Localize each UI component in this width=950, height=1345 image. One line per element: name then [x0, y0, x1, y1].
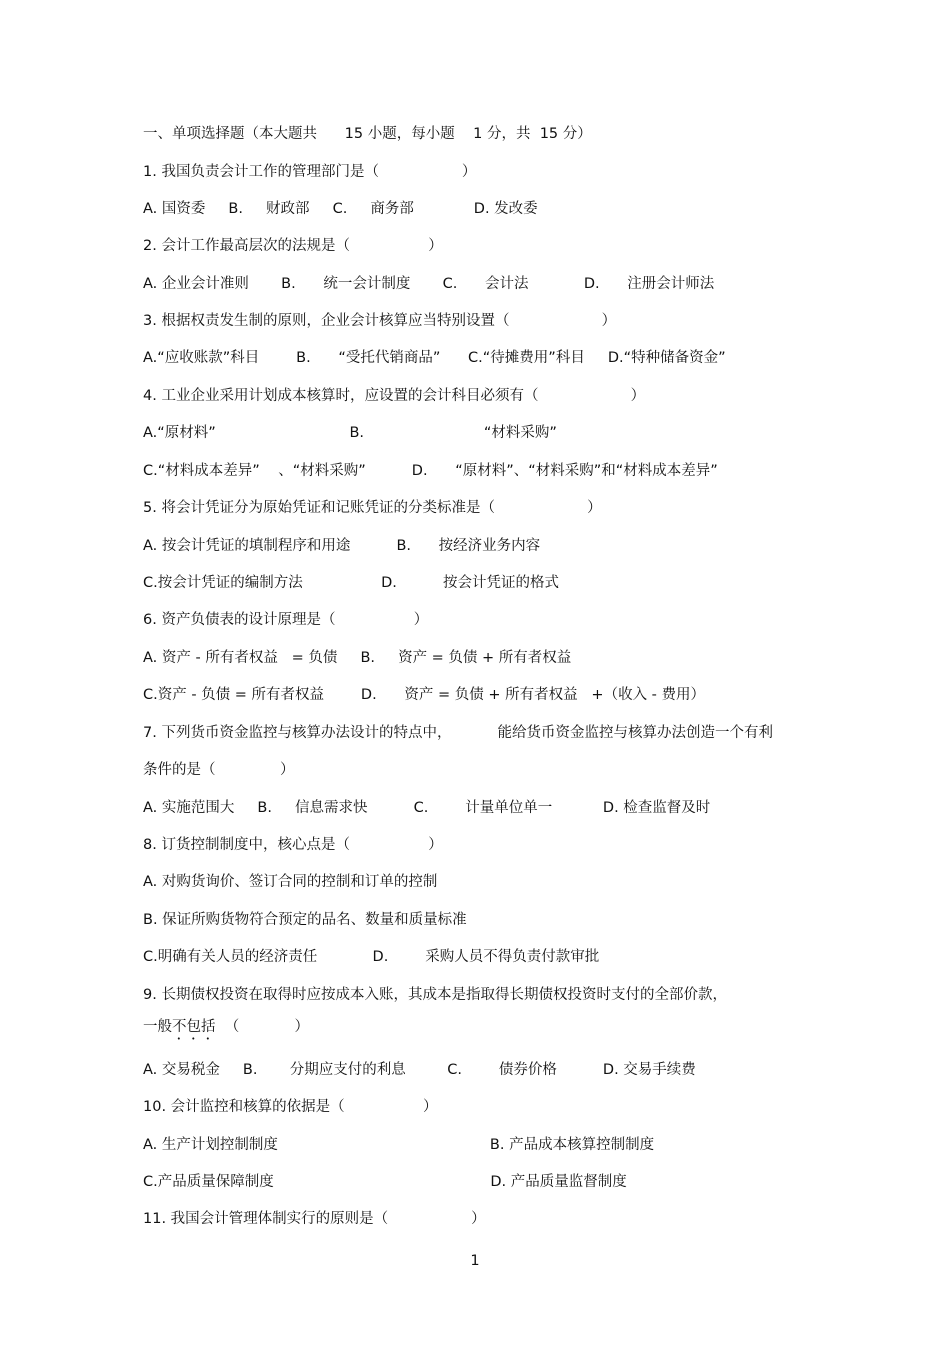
- text-line: 2. 会计工作最高层次的法规是（ ）: [143, 238, 443, 254]
- text-line: A.“应收账款”科目 B. “受托代销商品” C.“待摊费用”科目 D.“特种储备资金”: [143, 350, 726, 366]
- text-line: A. 国资委 B. 财政部 C. 商务部 D. 发改委: [143, 201, 538, 217]
- text-line: A. 企业会计准则 B. 统一会计制度 C. 会计法 D. 注册会计师法: [143, 276, 715, 292]
- text-line: 11. 我国会计管理体制实行的原则是（ ）: [143, 1211, 486, 1227]
- text-line: A. 生产计划控制制度 B. 产品成本核算控制制度: [143, 1137, 655, 1153]
- q9-suffix: （ ）: [215, 1019, 310, 1035]
- text-line: A. 对购货询价、签订合同的控制和订单的控制: [143, 874, 438, 890]
- text-line: C.“材料成本差异” 、“材料采购” D. “原材料”、“材料采购”和“材料成本差异”: [143, 463, 718, 479]
- text-line: 10. 会计监控和核算的依据是（ ）: [143, 1099, 438, 1115]
- text-line: A. 按会计凭证的填制程序和用途 B. 按经济业务内容: [143, 538, 541, 554]
- text-line: A. 资产 - 所有者权益 = 负债 B. 资产 = 负债 + 所有者权益: [143, 650, 572, 666]
- text-line: A. 交易税金 B. 分期应支付的利息 C. 债券价格 D. 交易手续费: [143, 1062, 696, 1078]
- text-line: 7. 下列货币资金监控与核算办法设计的特点中， 能给货币资金监控与核算办法创造一个有利: [143, 725, 774, 741]
- text-line: 5. 将会计凭证分为原始凭证和记账凭证的分类标准是（ ）: [143, 500, 602, 516]
- text-line: 9. 长期债权投资在取得时应按成本入账，其成本是指取得长期债权投资时支付的全部价款，: [143, 987, 727, 1003]
- text-line: B. 保证所购货物符合预定的品名、数量和质量标准: [143, 912, 467, 928]
- q9-prefix: 一般: [143, 1019, 172, 1035]
- text-line: C.按会计凭证的编制方法 D. 按会计凭证的格式: [143, 575, 559, 591]
- text-line: 3. 根据权责发生制的原则，企业会计核算应当特别设置（ ）: [143, 313, 617, 329]
- section-title: 一、单项选择题（本大题共 15 小题，每小题 1 分，共 15 分）: [143, 126, 592, 142]
- text-line: C.资产 - 负债 = 所有者权益 D. 资产 = 负债 + 所有者权益 +（收入 - 费用）: [143, 687, 706, 703]
- text-line: 1. 我国负责会计工作的管理部门是（ ）: [143, 164, 477, 180]
- text-line: 4. 工业企业采用计划成本核算时，应设置的会计科目必须有（ ）: [143, 388, 646, 404]
- text-line: A. 实施范围大 B. 信息需求快 C. 计量单位单一 D. 检查监督及时: [143, 800, 711, 816]
- text-line: 条件的是（ ）: [143, 762, 295, 778]
- text-line: 6. 资产负债表的设计原理是（ ）: [143, 612, 429, 628]
- page-number: 1: [470, 1253, 480, 1269]
- q9-emphasis: 不包括: [172, 1019, 216, 1035]
- text-line: C.明确有关人员的经济责任 D. 采购人员不得负责付款审批: [143, 949, 600, 965]
- text-line: A.“原材料” B. “材料采购”: [143, 425, 557, 441]
- text-line-q9: [143, 1017, 309, 1043]
- text-line: C.产品质量保障制度 D. 产品质量监督制度: [143, 1174, 627, 1190]
- text-line: 8. 订货控制制度中，核心点是（ ）: [143, 837, 443, 853]
